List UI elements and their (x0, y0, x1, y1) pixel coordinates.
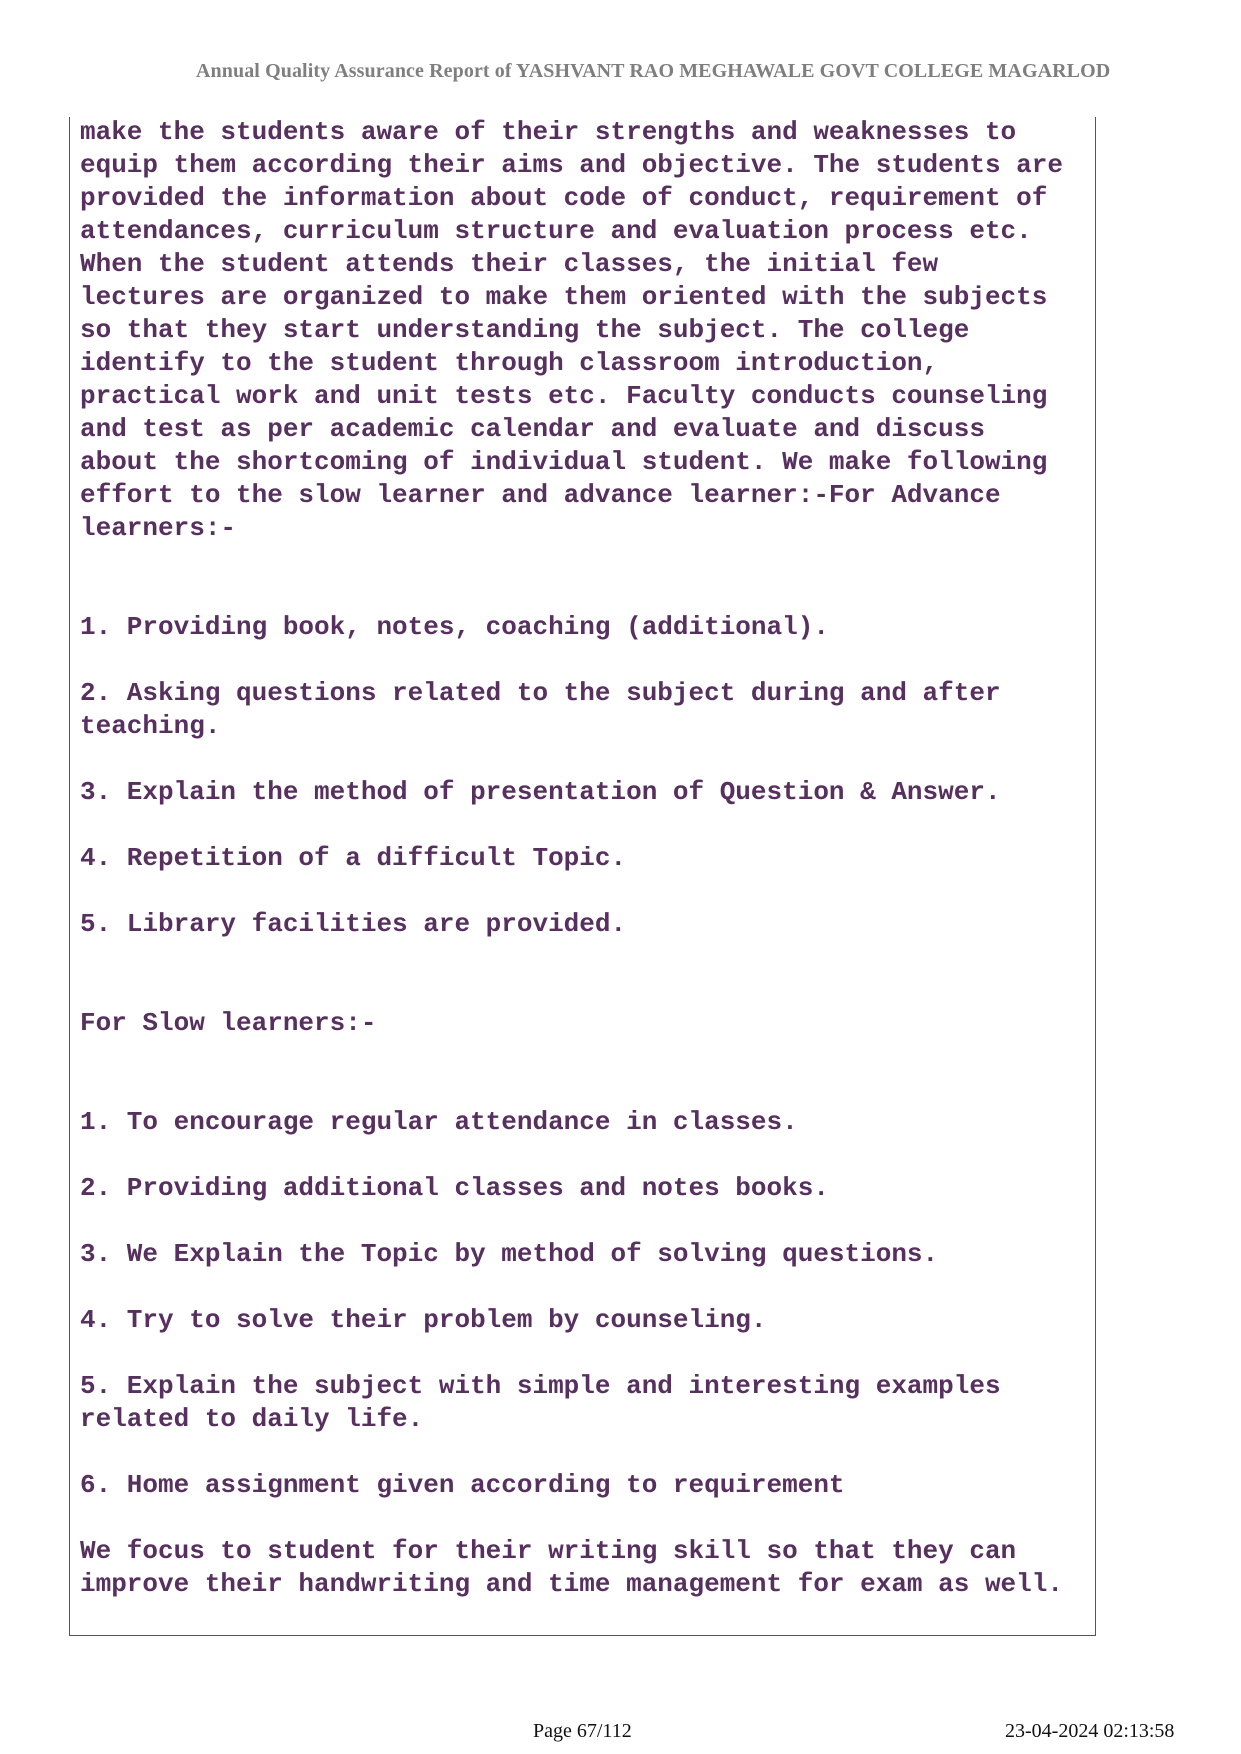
footer-timestamp: 23-04-2024 02:13:58 (1005, 1720, 1175, 1742)
advance-item-4: 4. Repetition of a difficult Topic. (80, 843, 627, 873)
page-number: Page 67/112 (533, 1720, 632, 1742)
slow-item-1: 1. To encourage regular attendance in classes. (80, 1107, 798, 1137)
report-header: Annual Quality Assurance Report of YASHVANT RAO MEGHAWALE GOVT COLLEGE MAGARLOD (196, 60, 1111, 82)
slow-item-2: 2. Providing additional classes and notes books. (80, 1173, 829, 1203)
intro-paragraph: make the students aware of their strengths and weaknesses to equip them according their aims and objective. The students are provided the information about code of conduct, requirement of attendances, curriculum structure and evaluation process etc. When the student attends their classes, the initial few lectures are organized to make them oriented with the subjects so that they start understanding the subject. The college identify to the student through classroom introduction, practical work and unit tests etc. Faculty conducts counseling and test as per academic calendar and evaluate and discuss about the shortcoming of individual student. We make following effort to the slow learner and advance learner:-For Advance learners:- (80, 117, 1063, 543)
slow-item-4: 4. Try to solve their problem by counseling. (80, 1305, 767, 1335)
advance-item-3: 3. Explain the method of presentation of Question & Answer. (80, 777, 1001, 807)
advance-item-5: 5. Library facilities are provided. (80, 909, 627, 939)
slow-item-3: 3. We Explain the Topic by method of solving questions. (80, 1239, 939, 1269)
slow-item-5: 5. Explain the subject with simple and interesting examples related to daily life. (80, 1371, 1001, 1434)
document-body (80, 116, 1092, 1601)
advance-item-1: 1. Providing book, notes, coaching (additional). (80, 612, 829, 642)
advance-item-2: 2. Asking questions related to the subject during and after teaching. (80, 678, 1001, 741)
closing-paragraph: We focus to student for their writing skill so that they can improve their handwriting and time management for exam as well. (80, 1536, 1063, 1599)
slow-learners-heading: For Slow learners:- (80, 1008, 377, 1038)
slow-item-6: 6. Home assignment given according to requirement (80, 1470, 845, 1500)
